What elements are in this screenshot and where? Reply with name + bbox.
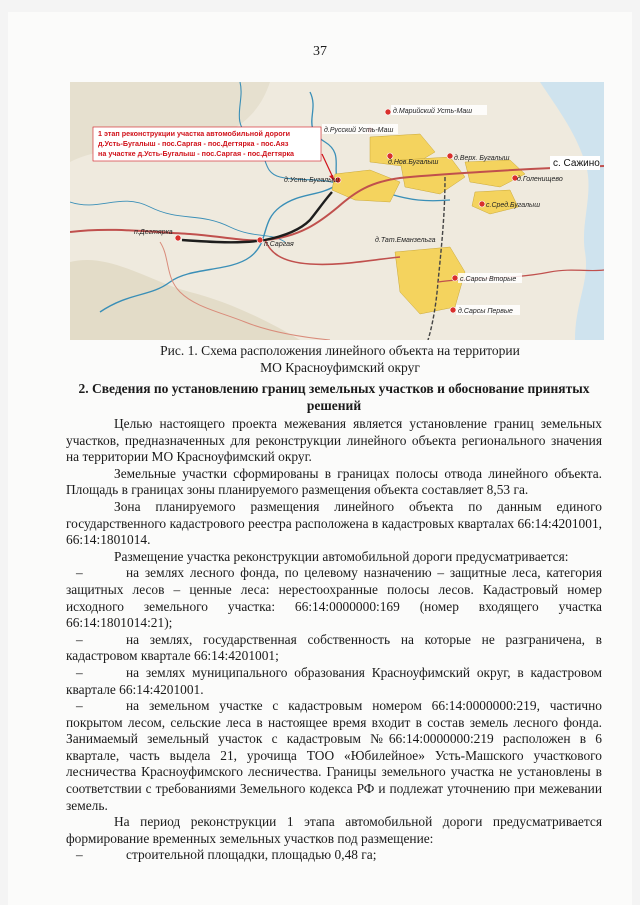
paragraph: На период реконструкции 1 этапа автомобильной дороги предусматривается формирование временных земельных участков под размещение: (66, 814, 602, 846)
paragraph: Размещение участка реконструкции автомобильной дороги предусматривается: (114, 548, 569, 564)
map-graphic (70, 82, 604, 340)
list-item-text: на землях, государственная собственность на которые не разграничена, в кадастровом квартале 66:14:4201001; (66, 631, 602, 664)
body-text (66, 416, 602, 864)
marker (479, 201, 485, 207)
marker (257, 237, 263, 243)
paragraph: Земельные участки сформированы в границах полосы отвода линейного объекта. Площадь в границах зоны планируемого размещения объекта составляет 8,53 га. (66, 465, 602, 498)
callout-line-2: д.Усть-Бугалыш - пос.Саргая - пос.Дегтярка - пос.Аяз (98, 139, 289, 148)
label-sarsy-vtorye: с.Сарсы Вторые (460, 276, 517, 283)
marker (452, 275, 458, 281)
marker (447, 153, 453, 159)
callout-line-3: на участке д.Усть-Бугалыш - пос.Саргая - пос.Дегтярка (98, 149, 295, 158)
heading-line-2: решений (306, 398, 362, 413)
list-item (66, 847, 602, 864)
label-russky: д.Русский Усть-Маш (324, 127, 394, 134)
list-item-text: строительной площадки, площадью 0,48 га; (126, 847, 377, 863)
section-heading (64, 380, 604, 414)
page-number: 37 (313, 44, 327, 59)
dash-marker: – (76, 565, 83, 581)
label-ust-bugalysh: д.Усть Бугалыш (284, 177, 340, 184)
caption-line-2: МО Красноуфимский округ (260, 360, 420, 375)
caption-line-1: Рис. 1. Схема расположения линейного объекта на территории (160, 343, 520, 358)
label-degtyarka: п.Дегтярка (134, 229, 173, 236)
label-nov-bugalysh: д.Нов.Бугалыш (388, 159, 439, 166)
list-item (66, 665, 602, 698)
dash-marker: – (76, 631, 83, 647)
list-item (66, 698, 602, 814)
location-map (70, 82, 604, 340)
label-sazhino: с. Сажино (553, 158, 600, 169)
label-sarsy-pervye: д.Сарсы Первые (458, 308, 513, 315)
list-item-text: на землях лесного фонда, по целевому назначению – защитные леса, категория защитных лесов – ценные леса: нерестоохранные полосы лесов. Кадастровый номер исходного земельного участка: 66:14:0000000:169 (номер входящего участка 66:14:1801014:21); (66, 565, 602, 631)
label-golenishchevo: д.Голенищево (517, 176, 563, 183)
dash-marker: – (76, 664, 83, 680)
label-verkh-bugalysh: д.Верх. Бугалыш (454, 155, 510, 162)
label-mariysky: д.Марийский Усть-Маш (393, 108, 473, 115)
dash-marker: – (76, 698, 83, 714)
callout-line-1: 1 этап реконструкции участка автомобильной дороги (98, 129, 291, 138)
list-item (66, 565, 602, 631)
figure-caption (100, 342, 580, 376)
dash-marker: – (76, 847, 83, 863)
paragraph: Целью настоящего проекта межевания является установление границ земельных участков, предназначенных для реконструкции линейного объекта регионального значения на территории МО Красноуфимский округ. (66, 416, 602, 465)
paragraph: Зона планируемого размещения линейного объекта по данным единого государственного кадастрового реестра расположена в кадастровых кварталах 66:14:4201001, 66:14:1801014. (66, 498, 602, 548)
label-sred-bugalysh: с.Сред.Бугалыш (486, 202, 541, 209)
heading-line-1: 2. Сведения по установлению границ земельных участков и обоснование принятых (78, 381, 590, 396)
label-sargaya: п.Саргая (264, 241, 294, 248)
label-tat-emanzelga: д.Тат.Еманзельга (375, 237, 436, 244)
list-item (66, 632, 602, 665)
list-item-text: на землях муниципального образования Красноуфимский округ, в кадастровом квартале 66:14:4201001. (66, 664, 602, 697)
marker (175, 235, 181, 241)
marker (385, 109, 391, 115)
marker (450, 307, 456, 313)
list-item-text: на земельном участке с кадастровым номером 66:14:0000000:219, частично покрытом лесом, сельские леса в настоящее время входит в состав земель лесного фонда. Занимаемый земельный участок с кадастровым №66:14:0000000:219 расположен в 6 квартале, часть выдела 21, урочища ТОО «Юбилейное» Усть-Машского участкового лесничества Красноуфимского лесничества. Границы земельного участка не установлены в соответствии с требованиями Земельного кодекса РФ и подлежат уточнению при межевании земель. (66, 698, 602, 813)
